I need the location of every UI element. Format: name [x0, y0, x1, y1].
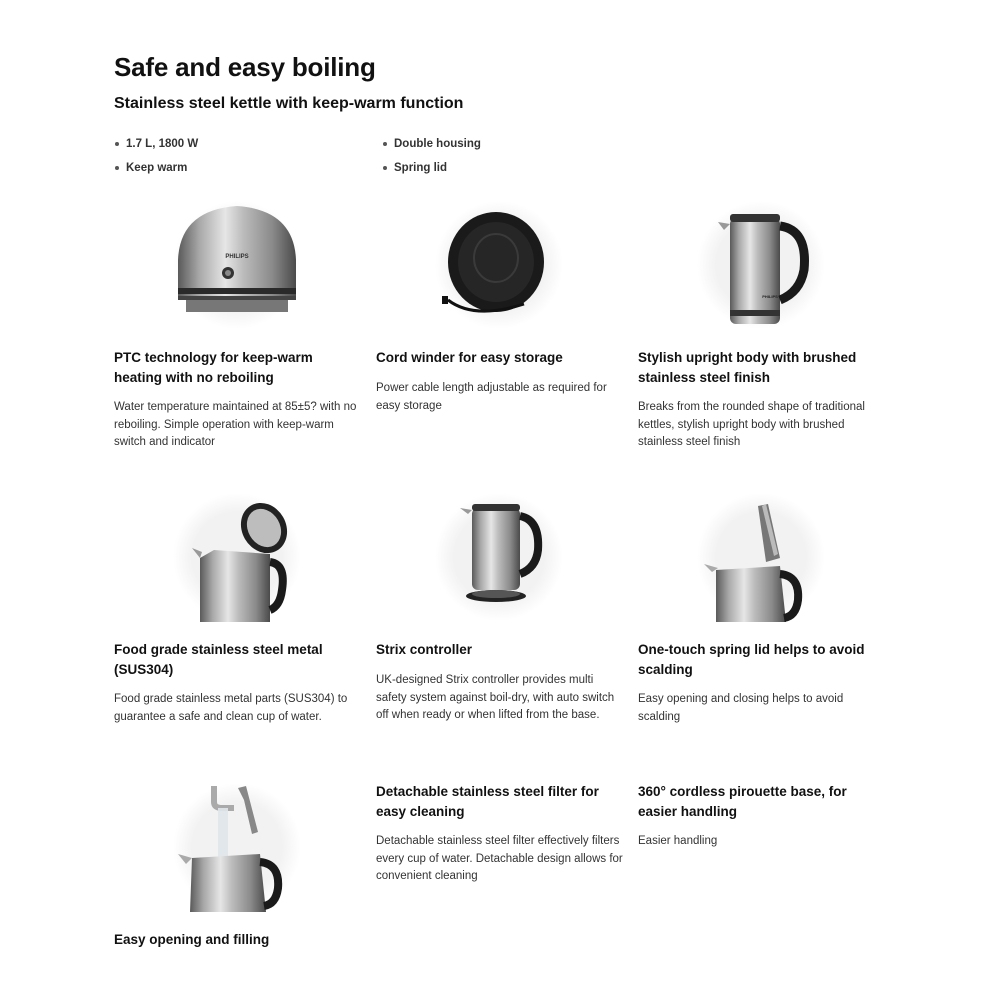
- feature-description: Breaks from the rounded shape of traditional kettles, stylish upright body with brushed stainless steel finish: [638, 401, 865, 448]
- page-title: Safe and easy boiling: [114, 52, 376, 82]
- filling-kettle-image: [172, 782, 302, 912]
- page-subtitle: Stainless steel kettle with keep-warm function: [114, 95, 464, 112]
- feature-heading: Cord winder for easy storage: [376, 350, 563, 365]
- feature-description: Water temperature maintained at 85±5? with no reboiling. Simple operation with keep-warm switch and indicator: [114, 401, 357, 448]
- kettle-base-image: [172, 200, 302, 330]
- feature-description: Power cable length adjustable as required for easy storage: [376, 382, 607, 412]
- feature-heading: Strix controller: [376, 642, 473, 657]
- spec-item: Spring lid: [382, 160, 481, 184]
- feature-heading: PTC technology for keep-warm heating with no reboiling: [114, 350, 313, 385]
- feature-heading: 360° cordless pirouette base, for easier handling: [638, 784, 847, 819]
- brand-logo: PHILIPS: [762, 294, 778, 299]
- feature-description: UK-designed Strix controller provides multi safety system against boil-dry, with auto switch off when ready or when lifted from the base.: [376, 674, 615, 721]
- feature-description: Detachable stainless steel filter effectively filters every cup of water. Detachable design allows for convenient cleaning: [376, 835, 623, 882]
- kettle-on-base-image: [434, 492, 564, 622]
- feature-heading: One-touch spring lid helps to avoid scalding: [638, 642, 865, 677]
- upright-kettle-image: [696, 200, 826, 330]
- feature-description: Food grade stainless metal parts (SUS304) to guarantee a safe and clean cup of water.: [114, 693, 348, 723]
- feature-heading: Detachable stainless steel filter for easy cleaning: [376, 784, 599, 819]
- open-lid-kettle-image: [172, 492, 302, 622]
- spec-item: 1.7 L, 1800 W: [114, 136, 198, 160]
- feature-description: Easier handling: [638, 835, 718, 847]
- spring-lid-kettle-image: [696, 492, 826, 622]
- spec-list-right: [382, 136, 481, 184]
- feature-heading: Stylish upright body with brushed stainless steel finish: [638, 350, 857, 385]
- spec-list-left: [114, 136, 198, 184]
- brand-logo: PHILIPS: [225, 254, 249, 260]
- feature-heading: Easy opening and filling: [114, 932, 270, 947]
- feature-heading: Food grade stainless steel metal (SUS304): [114, 642, 323, 677]
- spec-item: Keep warm: [114, 160, 198, 184]
- cord-winder-image: [434, 200, 564, 330]
- feature-description: Easy opening and closing helps to avoid scalding: [638, 693, 844, 723]
- spec-item: Double housing: [382, 136, 481, 160]
